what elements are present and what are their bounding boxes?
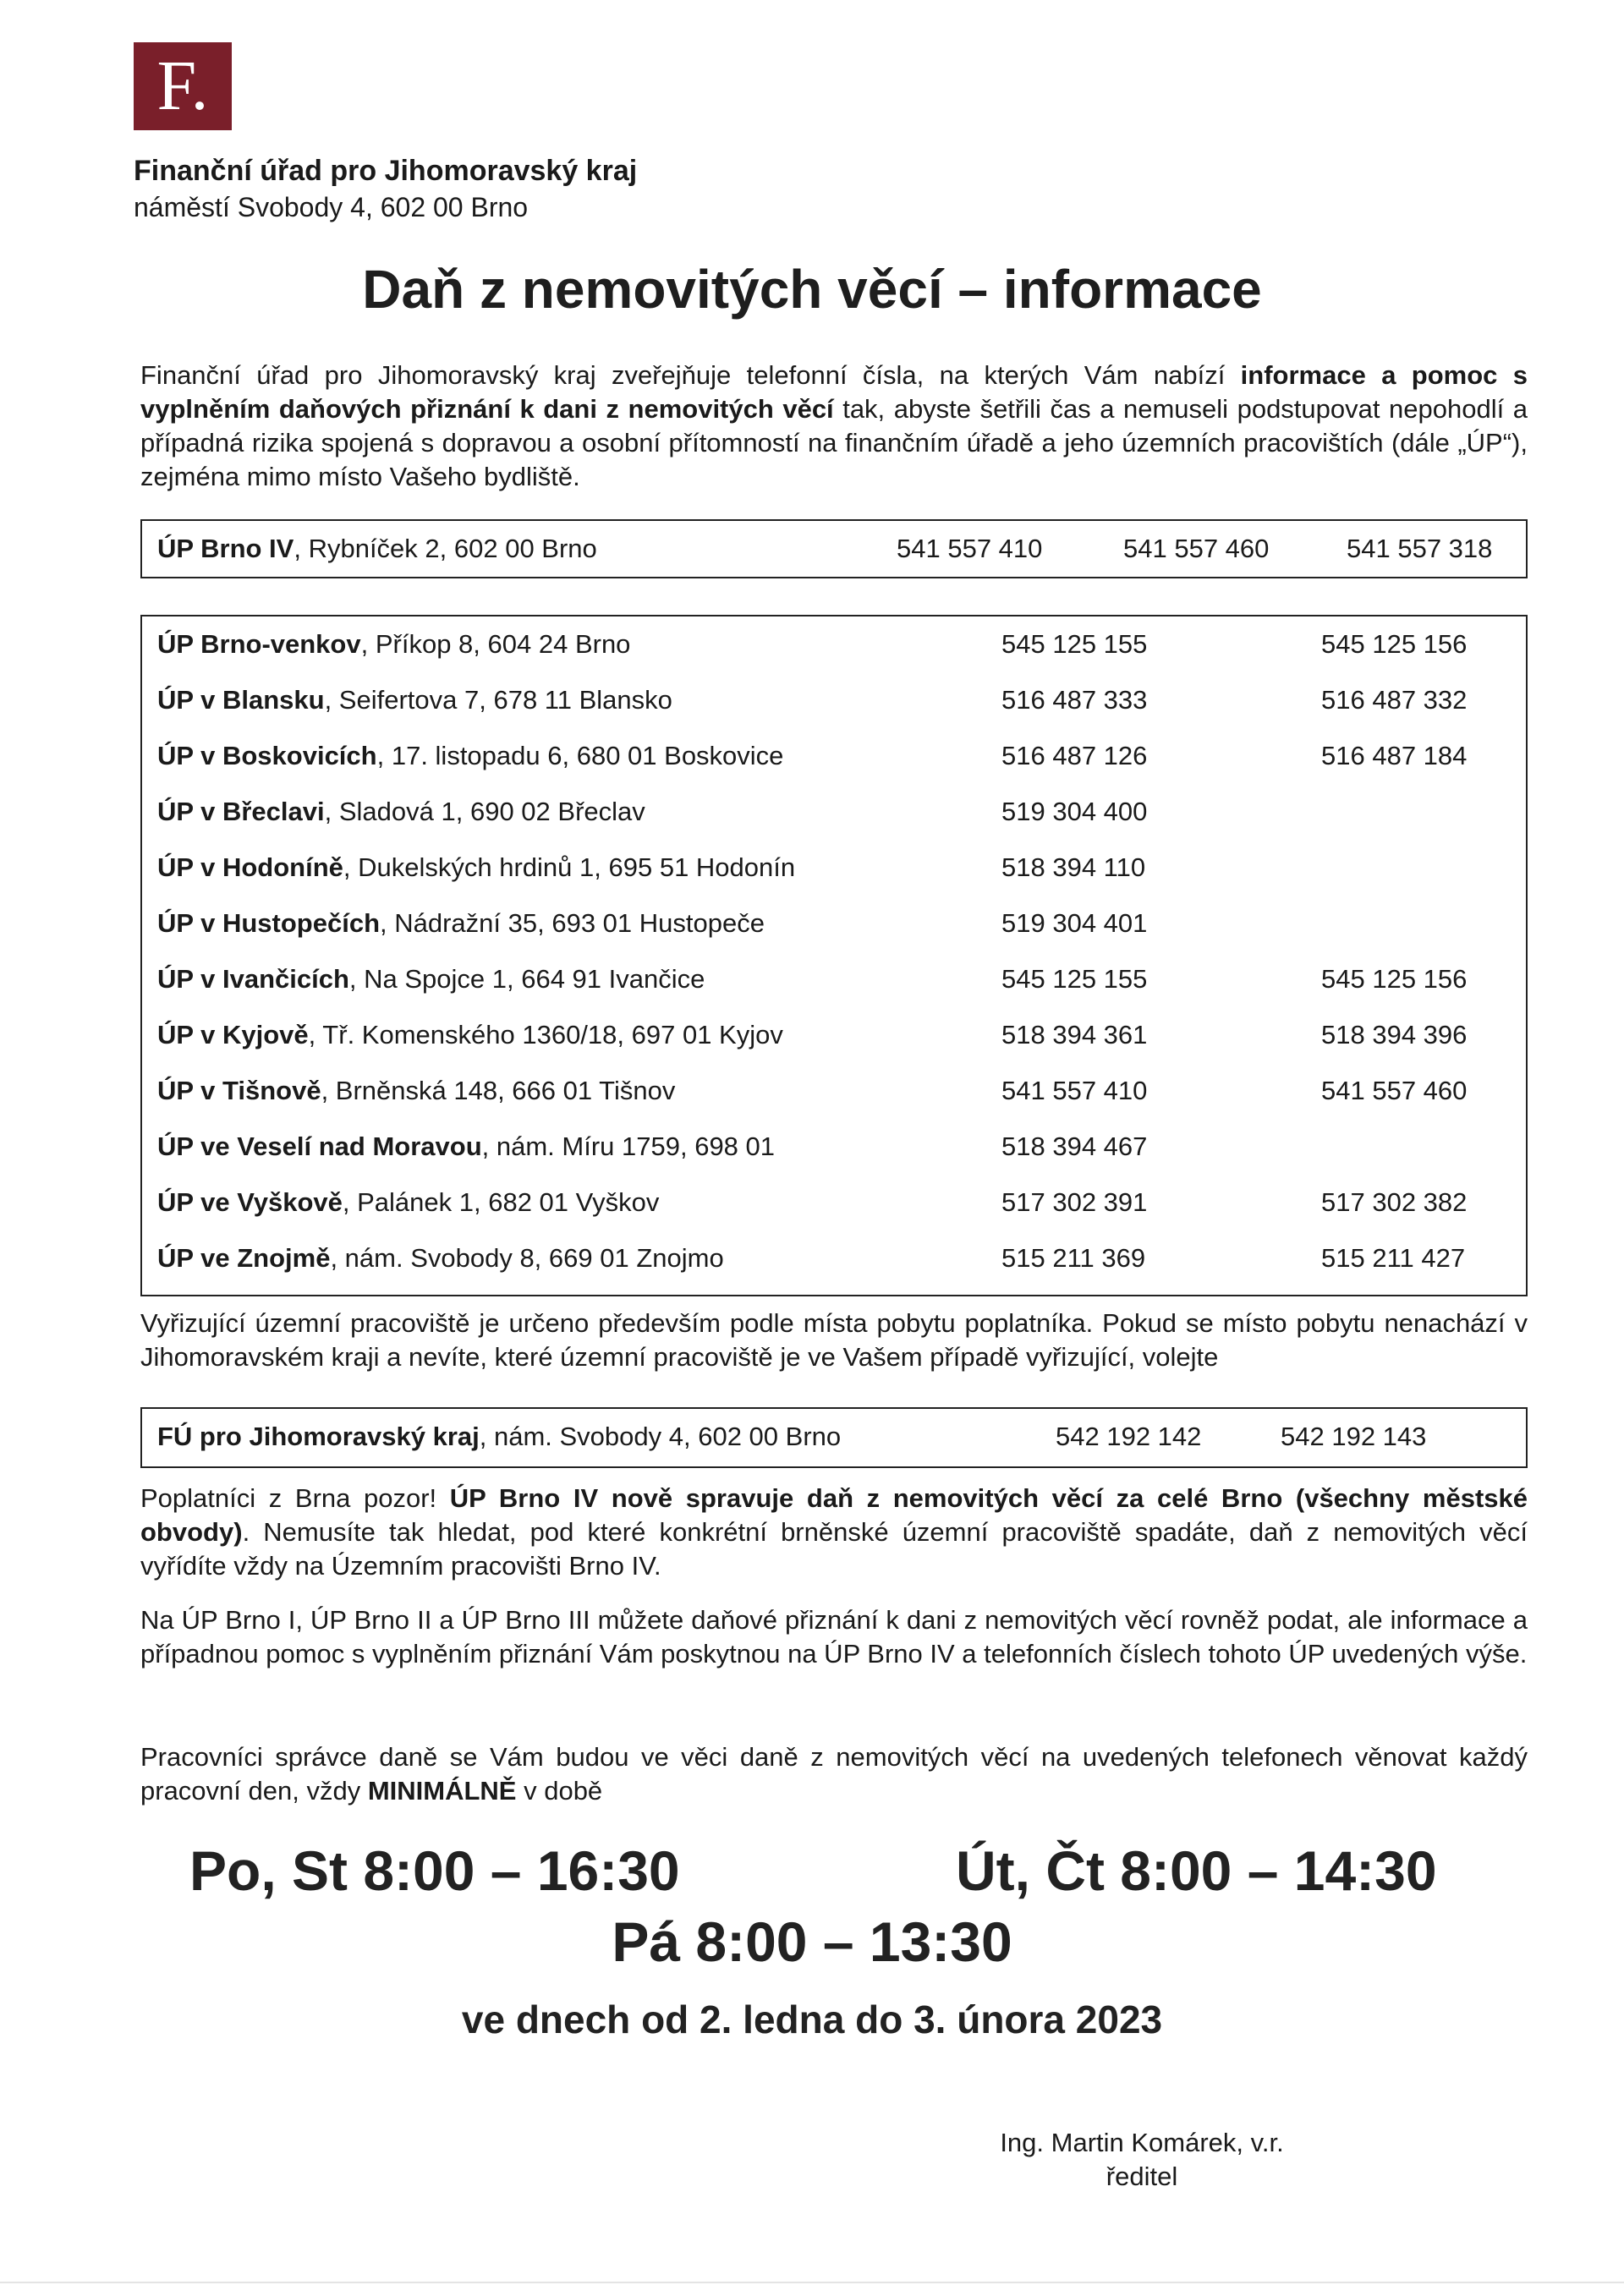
office-address: , Nádražní 35, 693 01 Hustopeče xyxy=(380,908,765,938)
office-logo xyxy=(134,42,232,130)
office-address: , nám. Míru 1759, 698 01 xyxy=(481,1132,776,1161)
office-address: , nám. Svobody 8, 669 01 Znojmo xyxy=(330,1243,724,1273)
brno-notice-bold-text: ÚP Brno IV nově spravuje daň z nemovitých věcí za celé Brno (všechny městské obvody) xyxy=(140,1483,1528,1547)
hours-fri: Pá 8:00 – 13:30 xyxy=(612,1910,1012,1973)
organization-name: Finanční úřad pro Jihomoravský kraj xyxy=(134,155,638,187)
signatory-role: ředitel xyxy=(1106,2162,1178,2191)
office-label xyxy=(157,728,783,784)
hours-intro-text-end: v době xyxy=(516,1776,603,1806)
office-label xyxy=(157,1175,659,1230)
office-contacts-box xyxy=(140,615,1528,1296)
contact-row xyxy=(142,1175,1526,1230)
office-name: ÚP v Hodoníně xyxy=(157,852,343,882)
date-range: ve dnech od 2. ledna do 3. února 2023 xyxy=(461,1997,1163,2041)
phone-number: 542 192 142 xyxy=(1056,1422,1202,1451)
phone-number: 519 304 401 xyxy=(1001,908,1148,938)
contact-row xyxy=(142,1230,1526,1286)
contact-row xyxy=(142,672,1526,728)
office-label xyxy=(157,1007,783,1063)
brno-notice xyxy=(140,1482,1528,1583)
contact-row xyxy=(142,1119,1526,1175)
office-address: , nám. Svobody 4, 602 00 Brno xyxy=(479,1422,842,1451)
phone-number: 545 125 155 xyxy=(1001,964,1148,994)
office-name: ÚP ve Vyškově xyxy=(157,1187,343,1217)
office-name: ÚP Brno-venkov xyxy=(157,629,361,659)
phone-number: 541 557 410 xyxy=(1001,1076,1148,1105)
office-name: ÚP v Hustopečích xyxy=(157,908,381,938)
phone-number: 517 302 382 xyxy=(1321,1187,1468,1217)
document-title: Daň z nemovitých věcí – informace xyxy=(362,259,1262,320)
brno-iv-contact-box xyxy=(140,519,1528,578)
office-address: , Brněnská 148, 666 01 Tišnov xyxy=(321,1076,676,1105)
contact-row xyxy=(142,896,1526,951)
contact-row-brno-iv xyxy=(142,521,1526,577)
office-label xyxy=(157,616,630,672)
phone-number: 518 394 110 xyxy=(1001,852,1146,882)
office-address: , Palánek 1, 682 01 Vyškov xyxy=(342,1187,660,1217)
phone-number: 541 557 410 xyxy=(897,534,1043,563)
office-name: ÚP v Ivančicích xyxy=(157,964,349,994)
office-name: ÚP ve Veselí nad Moravou xyxy=(157,1132,482,1161)
office-name: ÚP v Břeclavi xyxy=(157,797,325,826)
phone-number: 541 557 460 xyxy=(1321,1076,1468,1105)
office-label xyxy=(157,896,765,951)
phone-number: 518 394 396 xyxy=(1321,1020,1468,1049)
office-name: ÚP v Boskovicích xyxy=(157,741,377,770)
hours-intro-text: Pracovníci správce daně se Vám budou ve věci daně z nemovitých věcí na uvedených telefonech věnovat každý pracovní den, vždy xyxy=(140,1742,1528,1806)
office-address: , Seifertova 7, 678 11 Blansko xyxy=(324,685,672,715)
phone-number: 545 125 156 xyxy=(1321,964,1468,994)
intro-paragraph xyxy=(140,359,1528,494)
signatory-name: Ing. Martin Komárek, v.r. xyxy=(1000,2128,1284,2157)
contact-row xyxy=(142,840,1526,896)
office-address: , Sladová 1, 690 02 Břeclav xyxy=(324,797,645,826)
office-address: , Na Spojce 1, 664 91 Ivančice xyxy=(348,964,705,994)
phone-number: 516 487 332 xyxy=(1321,685,1468,715)
hours-intro-bold-text: MINIMÁLNĚ xyxy=(367,1776,517,1806)
phone-number: 542 192 143 xyxy=(1281,1422,1427,1451)
phone-number: 517 302 391 xyxy=(1001,1187,1148,1217)
office-label xyxy=(157,1119,775,1175)
contact-row xyxy=(142,728,1526,784)
office-label xyxy=(157,784,645,840)
office-label xyxy=(157,672,672,728)
office-label xyxy=(157,1409,841,1465)
regional-note: Vyřizující územní pracoviště je určeno především podle místa pobytu poplatníka. Pokud se místo pobytu nenachází v Jihomoravském kraji a nevíte, které územní pracoviště je ve Vašem případě vyřizující, volejte xyxy=(140,1308,1528,1372)
office-address: , 17. listopadu 6, 680 01 Boskovice xyxy=(376,741,784,770)
contact-row xyxy=(142,784,1526,840)
phone-number: 516 487 333 xyxy=(1001,685,1148,715)
phone-number: 515 211 369 xyxy=(1001,1243,1146,1273)
letterhead xyxy=(134,152,637,225)
phone-number: 516 487 126 xyxy=(1001,741,1148,770)
office-name: ÚP v Kyjově xyxy=(157,1020,309,1049)
office-label xyxy=(157,951,705,1007)
contact-row xyxy=(142,951,1526,1007)
contact-row xyxy=(142,1063,1526,1119)
office-address: , Tř. Komenského 1360/18, 697 01 Kyjov xyxy=(308,1020,783,1049)
contact-row-fu xyxy=(142,1409,1526,1465)
phone-number: 541 557 318 xyxy=(1347,534,1493,563)
office-address: , Dukelských hrdinů 1, 695 51 Hodonín xyxy=(343,852,796,882)
phone-number: 515 211 427 xyxy=(1321,1243,1466,1273)
brno-notice-text-end: . Nemusíte tak hledat, pod které konkrétní brněnské územní pracoviště spadáte, daň z nemovitých věcí vyřídíte vždy na Územním pracovišti Brno IV. xyxy=(140,1517,1528,1581)
brno-notice-text: Poplatníci z Brna pozor! xyxy=(140,1483,450,1513)
office-name: ÚP ve Znojmě xyxy=(157,1243,331,1273)
hours-intro xyxy=(140,1740,1528,1808)
phone-number: 541 557 460 xyxy=(1123,534,1270,563)
office-label xyxy=(157,1230,724,1286)
page-bottom-divider xyxy=(0,2282,1624,2283)
office-label xyxy=(157,1063,675,1119)
office-address: , Příkop 8, 604 24 Brno xyxy=(360,629,631,659)
office-label xyxy=(157,521,597,577)
hours-tue-thu: Út, Čt 8:00 – 14:30 xyxy=(956,1839,1437,1902)
phone-number: 518 394 361 xyxy=(1001,1020,1148,1049)
phone-number: 545 125 156 xyxy=(1321,629,1468,659)
phone-number: 518 394 467 xyxy=(1001,1132,1148,1161)
office-name: ÚP v Blansku xyxy=(157,685,325,715)
intro-bold-text: informace a pomoc s vyplněním daňových přiznání k dani z nemovitých věcí xyxy=(140,360,1528,424)
intro-text-end: tak, abyste šetřili čas a nemuseli podstupovat nepohodlí a případná rizika spojená s dopravou a osobní přítomností na finančním úřadě a jeho územních pracovištích (dále „ÚP“), zejména mimo místo Vašeho bydliště. xyxy=(140,394,1528,491)
office-label xyxy=(157,840,795,896)
intro-text: Finanční úřad pro Jihomoravský kraj zveřejňuje telefonní čísla, na kterých Vám nabízí xyxy=(140,360,1241,390)
hours-mon-wed: Po, St 8:00 – 16:30 xyxy=(189,1839,680,1902)
contact-row xyxy=(142,616,1526,672)
phone-number: 519 304 400 xyxy=(1001,797,1148,826)
contact-row xyxy=(142,1007,1526,1063)
brno-offices-note: Na ÚP Brno I, ÚP Brno II a ÚP Brno III můžete daňové přiznání k dani z nemovitých věcí rovněž podat, ale informace a případnou pomoc s vyplněním přiznání Vám poskytnou na ÚP Brno IV a telefonních číslech tohoto ÚP uvedených výše. xyxy=(140,1605,1528,1669)
organization-address: náměstí Svobody 4, 602 00 Brno xyxy=(134,192,529,222)
logo-letter: F. xyxy=(156,47,209,125)
office-name: ÚP Brno IV xyxy=(157,534,294,563)
office-name: FÚ pro Jihomoravský kraj xyxy=(157,1422,480,1451)
phone-number: 545 125 155 xyxy=(1001,629,1148,659)
office-address: , Rybníček 2, 602 00 Brno xyxy=(294,534,597,563)
fu-contact-box xyxy=(140,1407,1528,1468)
office-name: ÚP v Tišnově xyxy=(157,1076,321,1105)
signature-block xyxy=(947,2126,1336,2194)
phone-number: 516 487 184 xyxy=(1321,741,1468,770)
